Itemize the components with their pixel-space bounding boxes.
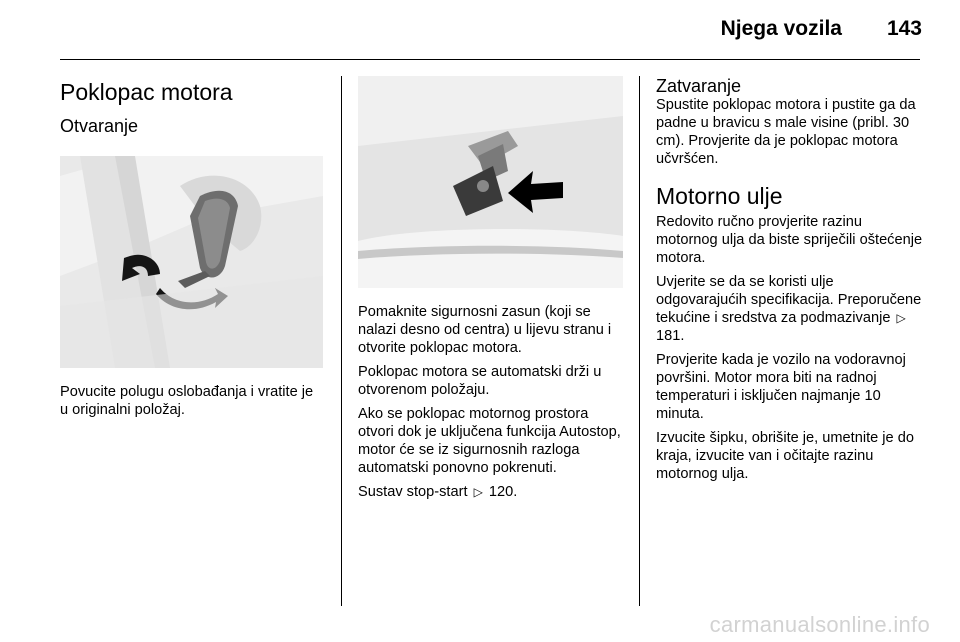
reference-page: 120. bbox=[488, 484, 518, 500]
oil-spec-label: Uvjerite se da se koristi ulje odgovarajućih specifikacija. Preporučene tekućine i sredstva za podmazivanje bbox=[656, 274, 922, 326]
page-header bbox=[0, 0, 960, 62]
reference-arrow-icon: ▷ bbox=[896, 311, 906, 325]
engine-oil-title: Motorno ulje bbox=[656, 183, 783, 209]
subsection-title-closing: Zatvaranje bbox=[656, 76, 742, 96]
hood-release-lever-figure bbox=[60, 156, 323, 368]
stop-start-reference bbox=[358, 483, 623, 501]
oil-condition-text: Provjerite kada je vozilo na vodoravnoj površini. Motor mora biti na radnoj temperaturi i isključen najmanje 10 minuta. bbox=[656, 352, 906, 422]
hood-open-position-text: Poklopac motora se automatski drži u otvorenom položaju. bbox=[358, 364, 602, 398]
oil-check-text: Redovito ručno provjerite razinu motornog ulja da biste spriječili oštećenje motora. bbox=[656, 214, 923, 266]
header-rule bbox=[60, 59, 920, 60]
subsection-title-opening: Otvaranje bbox=[60, 116, 139, 136]
column-divider-1 bbox=[341, 76, 342, 606]
right-column bbox=[656, 76, 924, 489]
oil-spec-text bbox=[656, 273, 924, 345]
safety-catch-instruction: Pomaknite sigurnosni zasun (koji se nalazi desno od centra) u lijevu stranu i otvorite poklopac motora. bbox=[358, 304, 612, 356]
reference-label: Sustav stop-start bbox=[358, 484, 468, 500]
safety-catch-figure bbox=[358, 76, 623, 288]
header-title: Njega vozila bbox=[720, 17, 842, 40]
left-column bbox=[60, 76, 325, 425]
watermark: carmanualsonline.info bbox=[709, 612, 930, 637]
oil-spec-page: 181. bbox=[656, 328, 685, 344]
lever-instruction: Povucite polugu oslobađanja i vratite je u originalni položaj. bbox=[60, 384, 314, 418]
column-divider-2 bbox=[639, 76, 640, 606]
middle-column bbox=[358, 76, 623, 507]
dipstick-instruction: Izvucite šipku, obrišite je, umetnite je do kraja, izvucite van i očitajte razinu motornog ulja. bbox=[656, 430, 914, 482]
autostop-warning-text: Ako se poklopac motornog prostora otvori dok je uključena funkcija Autostop, motor će se iz sigurnosnih razloga automatski ponovno pokrenuti. bbox=[358, 406, 621, 476]
reference-arrow-icon: ▷ bbox=[473, 485, 483, 499]
closing-text: Spustite poklopac motora i pustite ga da padne u bravicu s male visine (pribl. 30 cm). Provjerite da je poklopac motora učvršćen. bbox=[656, 97, 916, 167]
section-title: Poklopac motora bbox=[60, 79, 233, 105]
page-number: 143 bbox=[886, 17, 922, 40]
